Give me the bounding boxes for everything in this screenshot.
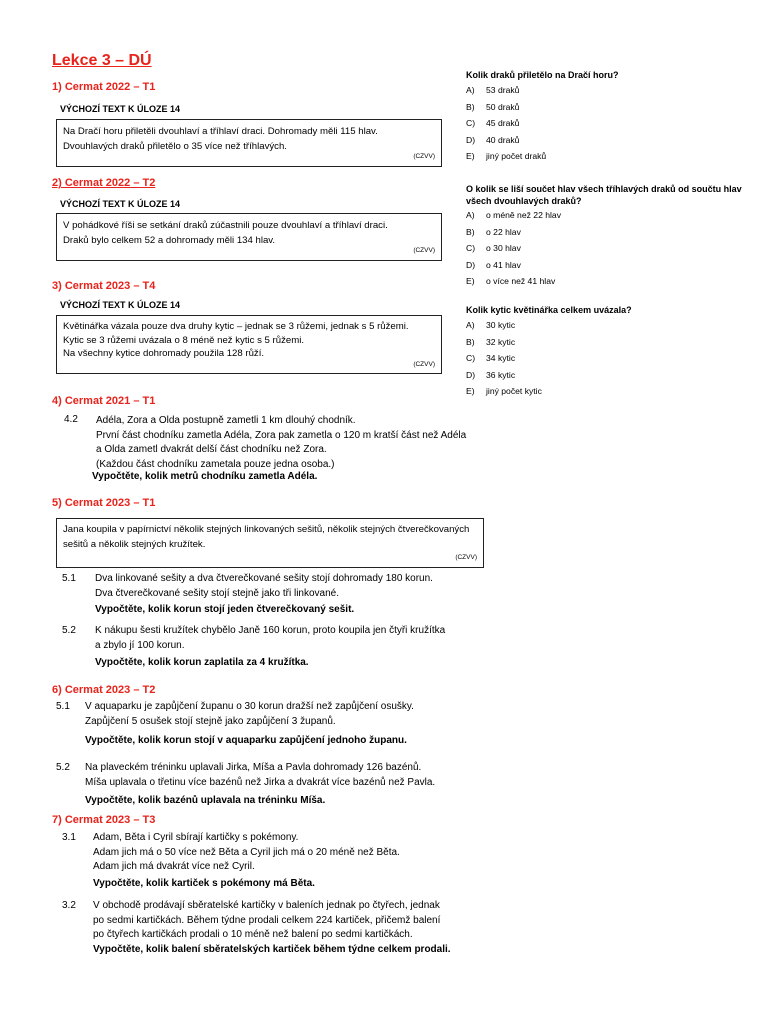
text-line: Draků bylo celkem 52 a dohromady měli 134 hlav. — [63, 235, 276, 246]
task-number: 3.2 — [62, 900, 76, 911]
option[interactable]: A) 30 kytic — [466, 320, 516, 330]
option[interactable]: C) 45 draků — [466, 118, 520, 128]
section-5-heading: 5) Cermat 2023 – T1 — [52, 497, 156, 509]
section-1-label: VÝCHOZÍ TEXT K ÚLOZE 14 — [60, 104, 181, 114]
section-6-q2-text: Na plaveckém tréninku uplavali Jirka, Míša a Pavla dohromady 126 bazénů. Míša uplavala o třetinu více bazénů než Jirka a dvakrát více bazénů než Pavla. — [85, 762, 436, 788]
page-title: Lekce 3 – DÚ — [52, 52, 152, 69]
source-note: (CZVV) — [413, 247, 435, 254]
section-3-question: Kolik kytic květinářka celkem uvázala? — [466, 305, 632, 315]
section-2-heading: 2) Cermat 2022 – T2 — [52, 177, 156, 189]
task-number: 3.1 — [62, 832, 76, 843]
source-note: (CZVV) — [413, 153, 435, 160]
option[interactable]: C) 34 kytic — [466, 353, 516, 363]
section-3-options — [466, 317, 542, 400]
option[interactable]: A) o méně než 22 hlav — [466, 210, 562, 220]
section-5-q2-text: K nákupu šesti kružítek chybělo Janě 160 korun, proto koupila jen čtyři kružítka a zbylo jí 100 korun. — [95, 625, 446, 651]
text-line: Dvouhlavých draků přiletělo o 35 více než tříhlavých. — [63, 141, 287, 152]
section-2-options — [466, 207, 561, 290]
section-1-heading: 1) Cermat 2022 – T1 — [52, 81, 156, 93]
section-1-text-box — [56, 119, 442, 167]
section-3-heading: 3) Cermat 2023 – T4 — [52, 280, 156, 292]
section-7-q1-text: Adam, Běta i Cyril sbírají kartičky s pokémony. Adam jich má o 50 více než Běta a Cyril jich má o 20 méně než Běta. Adam jich má dvakrát více než Cyril. — [93, 832, 400, 872]
section-6-q2-task: Vypočtěte, kolik bazénů uplavala na tréninku Míša. — [85, 795, 326, 806]
text-line: Květinářka vázala pouze dva druhy kytic – jednak se 3 růžemi, jednak s 5 růžemi. — [63, 321, 409, 332]
section-5-text-box: Jana koupila v papírnictví několik stejných linkovaných sešitů, několik stejných čtverečkovaných sešitů a několik stejných kružítek. (CZVV) — [56, 518, 484, 568]
section-4-heading: 4) Cermat 2021 – T1 — [52, 395, 156, 407]
section-3-text-box — [56, 315, 442, 374]
section-6-q1-task: Vypočtěte, kolik korun stojí v aquaparku zapůjčení jednoho županu. — [85, 735, 407, 746]
section-2-label: VÝCHOZÍ TEXT K ÚLOZE 14 — [60, 199, 181, 209]
option[interactable]: D) o 41 hlav — [466, 259, 521, 270]
section-3-label: VÝCHOZÍ TEXT K ÚLOZE 14 — [60, 300, 181, 310]
text-line: Na všechny kytice dohromady použila 128 růží. — [63, 348, 265, 359]
option[interactable]: B) 50 draků — [466, 101, 520, 112]
option[interactable]: D) 40 draků — [466, 134, 520, 145]
option[interactable]: E) jiný počet draků — [466, 151, 547, 161]
section-5-q1-text: Dva linkované sešity a dva čtverečkované sešity stojí dohromady 180 korun. Dva čtverečkované sešity stojí stejně jako tři linkované. — [95, 573, 433, 599]
text-line: Kytic se 3 růžemi uvázala o 8 méně než kytic s 5 růžemi. — [63, 334, 305, 346]
section-6-q1-text: V aquaparku je zapůjčení županu o 30 korun dražší než zapůjčení osušky. Zapůjčení 5 osušek stojí stejně jako zapůjčení 3 županů. — [85, 701, 414, 727]
task-number: 5.1 — [56, 701, 70, 712]
option[interactable]: E) jiný počet kytic — [466, 386, 542, 396]
section-4-task: Vypočtěte, kolik metrů chodníku zametla Adéla. — [92, 471, 318, 482]
text-line: V pohádkové říši se setkání draků zúčastnili pouze dvouhlaví a tříhlaví draci. — [63, 220, 388, 231]
task-number: 5.2 — [56, 762, 70, 773]
option[interactable]: B) o 22 hlav — [466, 226, 521, 237]
text-line: Na Dračí horu přiletěli dvouhlaví a tříhlaví draci. Dohromady měli 115 hlav. — [63, 126, 378, 137]
section-1-options — [466, 82, 546, 165]
section-5-q1-task: Vypočtěte, kolik korun stojí jeden čtverečkovaný sešit. — [95, 604, 355, 615]
section-2-text-box — [56, 213, 442, 261]
section-6-heading: 6) Cermat 2023 – T2 — [52, 684, 156, 696]
section-2-question: O kolik se liší součet hlav všech tříhlavých draků od součtu hlav všech dvouhlavých draků? — [466, 184, 742, 206]
section-5-q2-task: Vypočtěte, kolik korun zaplatila za 4 kružítka. — [95, 657, 309, 668]
task-number: 4.2 — [64, 414, 78, 425]
section-1-question: Kolik draků přiletělo na Dračí horu? — [466, 70, 619, 80]
section-7-q2-task: Vypočtěte, kolik balení sběratelských kartiček během týdne celkem prodali. — [93, 944, 451, 955]
option[interactable]: C) o 30 hlav — [466, 243, 521, 253]
section-7-heading: 7) Cermat 2023 – T3 — [52, 814, 156, 826]
option[interactable]: E) o více než 41 hlav — [466, 276, 556, 286]
task-number: 5.1 — [62, 573, 76, 584]
section-7-q1-task: Vypočtěte, kolik kartiček s pokémony má Běta. — [93, 878, 315, 889]
option[interactable]: B) 32 kytic — [466, 336, 516, 347]
section-4-text: Adéla, Zora a Olda postupně zametli 1 km dlouhý chodník. První část chodníku zametla Adéla, Zora pak zametla o 120 m kratší část než Adéla a Olda zametl dvakrát delší část chodníku než Zora. (Každou část chodníku zametala pouze jedna osoba.) — [96, 415, 467, 470]
option[interactable]: D) 36 kytic — [466, 369, 516, 380]
source-note: (CZVV) — [455, 553, 477, 561]
section-7-q2-text: V obchodě prodávají sběratelské kartičky v baleních jednak po čtyřech, jednak po sedmi kartičkách. Během týdne prodali celkem 224 kartiček, přičemž balení po čtyřech kartičkách prodali o 10 méně než balení po sedmi kartičkách. — [93, 900, 441, 940]
task-number: 5.2 — [62, 625, 76, 636]
option[interactable]: A) 53 draků — [466, 85, 520, 95]
source-note: (CZVV) — [413, 360, 435, 368]
